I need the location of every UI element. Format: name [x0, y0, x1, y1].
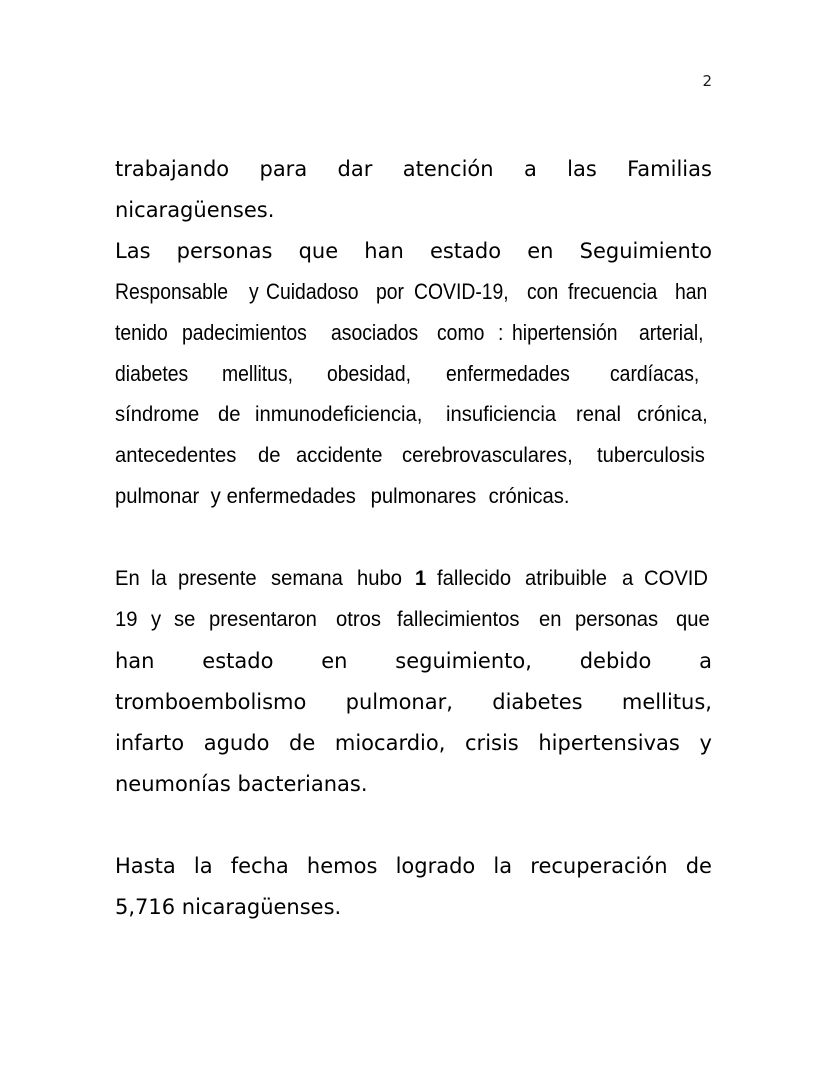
- word: crónica,: [636, 402, 708, 426]
- paragraph: [115, 845, 712, 927]
- text-line: [115, 312, 712, 353]
- word: neumonías: [115, 771, 231, 796]
- word: Las: [115, 238, 151, 263]
- text-line: [115, 681, 712, 722]
- word: nicaragüenses.: [115, 197, 275, 222]
- word: Hasta: [115, 853, 176, 878]
- word: mellitus,: [222, 360, 294, 386]
- paragraph-gap: [115, 517, 712, 558]
- word: que: [298, 238, 339, 263]
- text-line: [115, 394, 712, 435]
- word: atribuible: [525, 566, 608, 590]
- word: por: [376, 278, 405, 304]
- text-line: [115, 476, 712, 517]
- word: y: [204, 484, 221, 508]
- word: enfermedades: [221, 484, 357, 508]
- word: atención: [402, 156, 494, 181]
- word: a: [699, 648, 712, 673]
- word: tenido: [115, 319, 168, 345]
- word: Responsable: [115, 278, 229, 304]
- word: han: [675, 278, 708, 304]
- word: y: [151, 607, 162, 631]
- word: como: [437, 319, 485, 345]
- word: pulmonar: [115, 484, 200, 508]
- word: enfermedades: [445, 360, 570, 386]
- word: 19: [115, 607, 138, 631]
- word: otros: [336, 607, 382, 631]
- word: en: [527, 238, 554, 263]
- document-body: [115, 148, 712, 927]
- text-line: [115, 353, 712, 394]
- word: estado: [202, 648, 274, 673]
- text-line: [115, 886, 712, 927]
- word: COVID-19,: [413, 278, 509, 304]
- word: antecedentes: [115, 443, 237, 467]
- word: a: [622, 566, 634, 590]
- word: y: [249, 278, 259, 304]
- text-line: [115, 271, 712, 312]
- word: mellitus,: [621, 689, 712, 714]
- word: diabetes: [492, 689, 583, 714]
- word: hemos: [306, 853, 378, 878]
- word: COVID: [643, 566, 708, 590]
- word: pulmonares: [364, 484, 477, 508]
- word: hubo: [357, 566, 403, 590]
- word: en: [539, 607, 562, 631]
- word: padecimientos: [182, 319, 307, 345]
- word: crisis: [465, 730, 519, 755]
- word: la: [493, 853, 513, 878]
- word: accidente: [295, 443, 383, 467]
- word: infarto: [115, 730, 185, 755]
- word: Cuidadoso: [265, 278, 359, 304]
- word: miocardio,: [334, 730, 446, 755]
- word: renal: [575, 402, 621, 426]
- word: cerebrovasculares,: [401, 443, 573, 467]
- word: de: [685, 853, 712, 878]
- text-line: [115, 763, 712, 804]
- word: síndrome: [115, 402, 200, 426]
- word: debido: [579, 648, 652, 673]
- text-line: [115, 845, 712, 886]
- word: dar: [337, 156, 373, 181]
- text-line: [115, 640, 712, 681]
- word: las: [567, 156, 597, 181]
- word: estado: [429, 238, 502, 263]
- word: diabetes: [115, 360, 189, 386]
- word: personas: [176, 238, 273, 263]
- word: bacterianas.: [230, 771, 368, 796]
- word: tromboembolismo: [115, 689, 307, 714]
- paragraph-container: [115, 148, 712, 927]
- word: agudo: [203, 730, 270, 755]
- word: Seguimiento: [579, 238, 712, 263]
- word: han: [115, 648, 155, 673]
- text-line: [115, 435, 712, 476]
- word: seguimiento,: [395, 648, 532, 673]
- word: en: [321, 648, 348, 673]
- word: personas: [575, 607, 659, 631]
- word: hipertensión: [511, 319, 618, 345]
- paragraph: [115, 230, 712, 517]
- text-line: [115, 599, 712, 640]
- emphasized-word: 1: [414, 566, 427, 590]
- word: En: [115, 566, 140, 590]
- word: trabajando: [115, 156, 230, 181]
- word: fallecimientos: [396, 607, 519, 631]
- word: nicaragüenses.: [175, 894, 342, 919]
- word: para: [259, 156, 308, 181]
- word: han: [364, 238, 404, 263]
- word: fallecido: [436, 566, 511, 590]
- word: la: [151, 566, 167, 590]
- word: que: [676, 607, 710, 631]
- page-number: 2: [702, 72, 712, 90]
- word: con: [527, 278, 559, 304]
- word: obesidad,: [326, 360, 411, 386]
- word: se: [174, 607, 196, 631]
- text-line: [115, 148, 712, 189]
- word: fecha: [230, 853, 289, 878]
- word: la: [193, 853, 213, 878]
- word: asociados: [331, 319, 419, 345]
- text-line: [115, 230, 712, 271]
- word: 5,716: [115, 894, 176, 919]
- word: a: [523, 156, 537, 181]
- word: de: [289, 730, 316, 755]
- word: de: [217, 402, 241, 426]
- paragraph: [115, 558, 712, 804]
- word: cardíacas,: [610, 360, 700, 386]
- word: tuberculosis: [597, 443, 706, 467]
- word: presentaron: [209, 607, 318, 631]
- paragraph: [115, 148, 712, 230]
- word: semana: [270, 566, 343, 590]
- word: :: [498, 319, 504, 345]
- word: inmunodeficiencia,: [254, 402, 422, 426]
- word: crónicas.: [483, 484, 570, 508]
- word: hipertensivas: [538, 730, 680, 755]
- word: y: [699, 730, 712, 755]
- text-line: [115, 558, 712, 599]
- word: arterial,: [638, 319, 704, 345]
- word: presente: [177, 566, 257, 590]
- text-line: [115, 722, 712, 763]
- word: de: [257, 443, 281, 467]
- word: pulmonar,: [345, 689, 453, 714]
- word: recuperación: [530, 853, 668, 878]
- word: logrado: [395, 853, 476, 878]
- word: Familias: [627, 156, 712, 181]
- paragraph-gap: [115, 804, 712, 845]
- word: frecuencia: [568, 278, 658, 304]
- word: insuficiencia: [445, 402, 556, 426]
- text-line: [115, 189, 712, 230]
